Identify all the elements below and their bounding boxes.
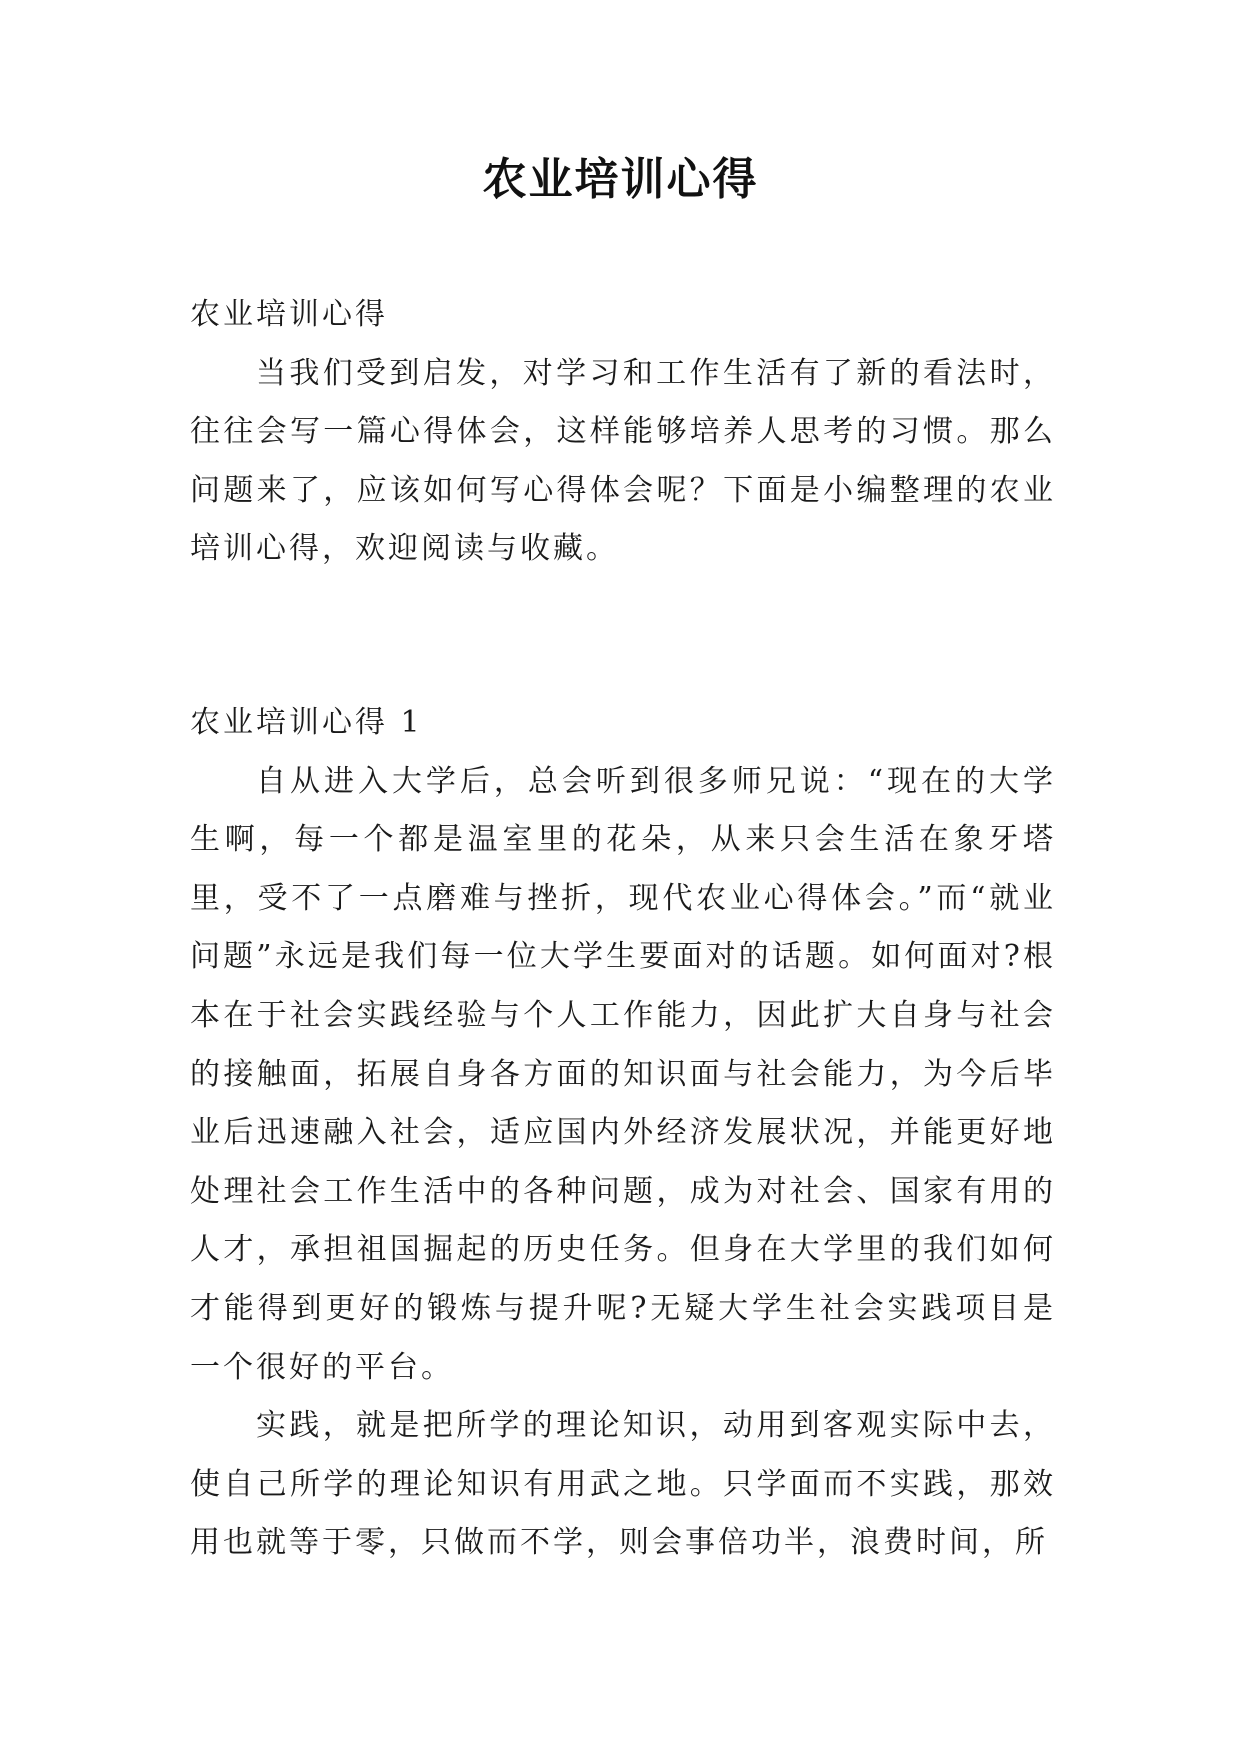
intro-paragraph: 当我们受到启发，对学习和工作生活有了新的看法时，往往会写一篇心得体会，这样能够培养人思考的习惯。那么问题来了，应该如何写心得体会呢？下面是小编整理的农业培训心得，欢迎阅读与收藏。 bbox=[190, 355, 1056, 567]
section-1-paragraph: 自从进入大学后，总会听到很多师兄说：“现在的大学生啊，每一个都是温室里的花朵，从来只会生活在象牙塔里，受不了一点磨难与挫折，现代农业心得体会。”而“就业问题”永远是我们每一位大学生要面对的话题。如何面对?根本在于社会实践经验与个人工作能力，因此扩大自身与社会的接触面，拓展自身各方面的知识面与社会能力，为今后毕业后迅速融入社会，适应国内外经济发展状况，并能更好地处理社会工作生活中的各种问题，成为对社会、国家有用的人才，承担祖国掘起的历史任务。但身在大学里的我们如何才能得到更好的锻炼与提升呢?无疑大学生社会实践项目是一个很好的平台。 bbox=[190, 763, 1056, 1385]
section-1-paragraph: 实践，就是把所学的理论知识，动用到客观实际中去，使自己所学的理论知识有用武之地。只学面而不实践，那效用也就等于零，只做而不学，则会事倍功半，浪费时间，所 bbox=[190, 1408, 1056, 1561]
intro-subheading: 农业培训心得 bbox=[190, 297, 388, 332]
document-title: 农业培训心得 bbox=[482, 154, 759, 205]
intro-section bbox=[190, 286, 1056, 579]
section-1 bbox=[190, 694, 1056, 1573]
section-1-heading: 农业培训心得 1 bbox=[190, 705, 423, 740]
